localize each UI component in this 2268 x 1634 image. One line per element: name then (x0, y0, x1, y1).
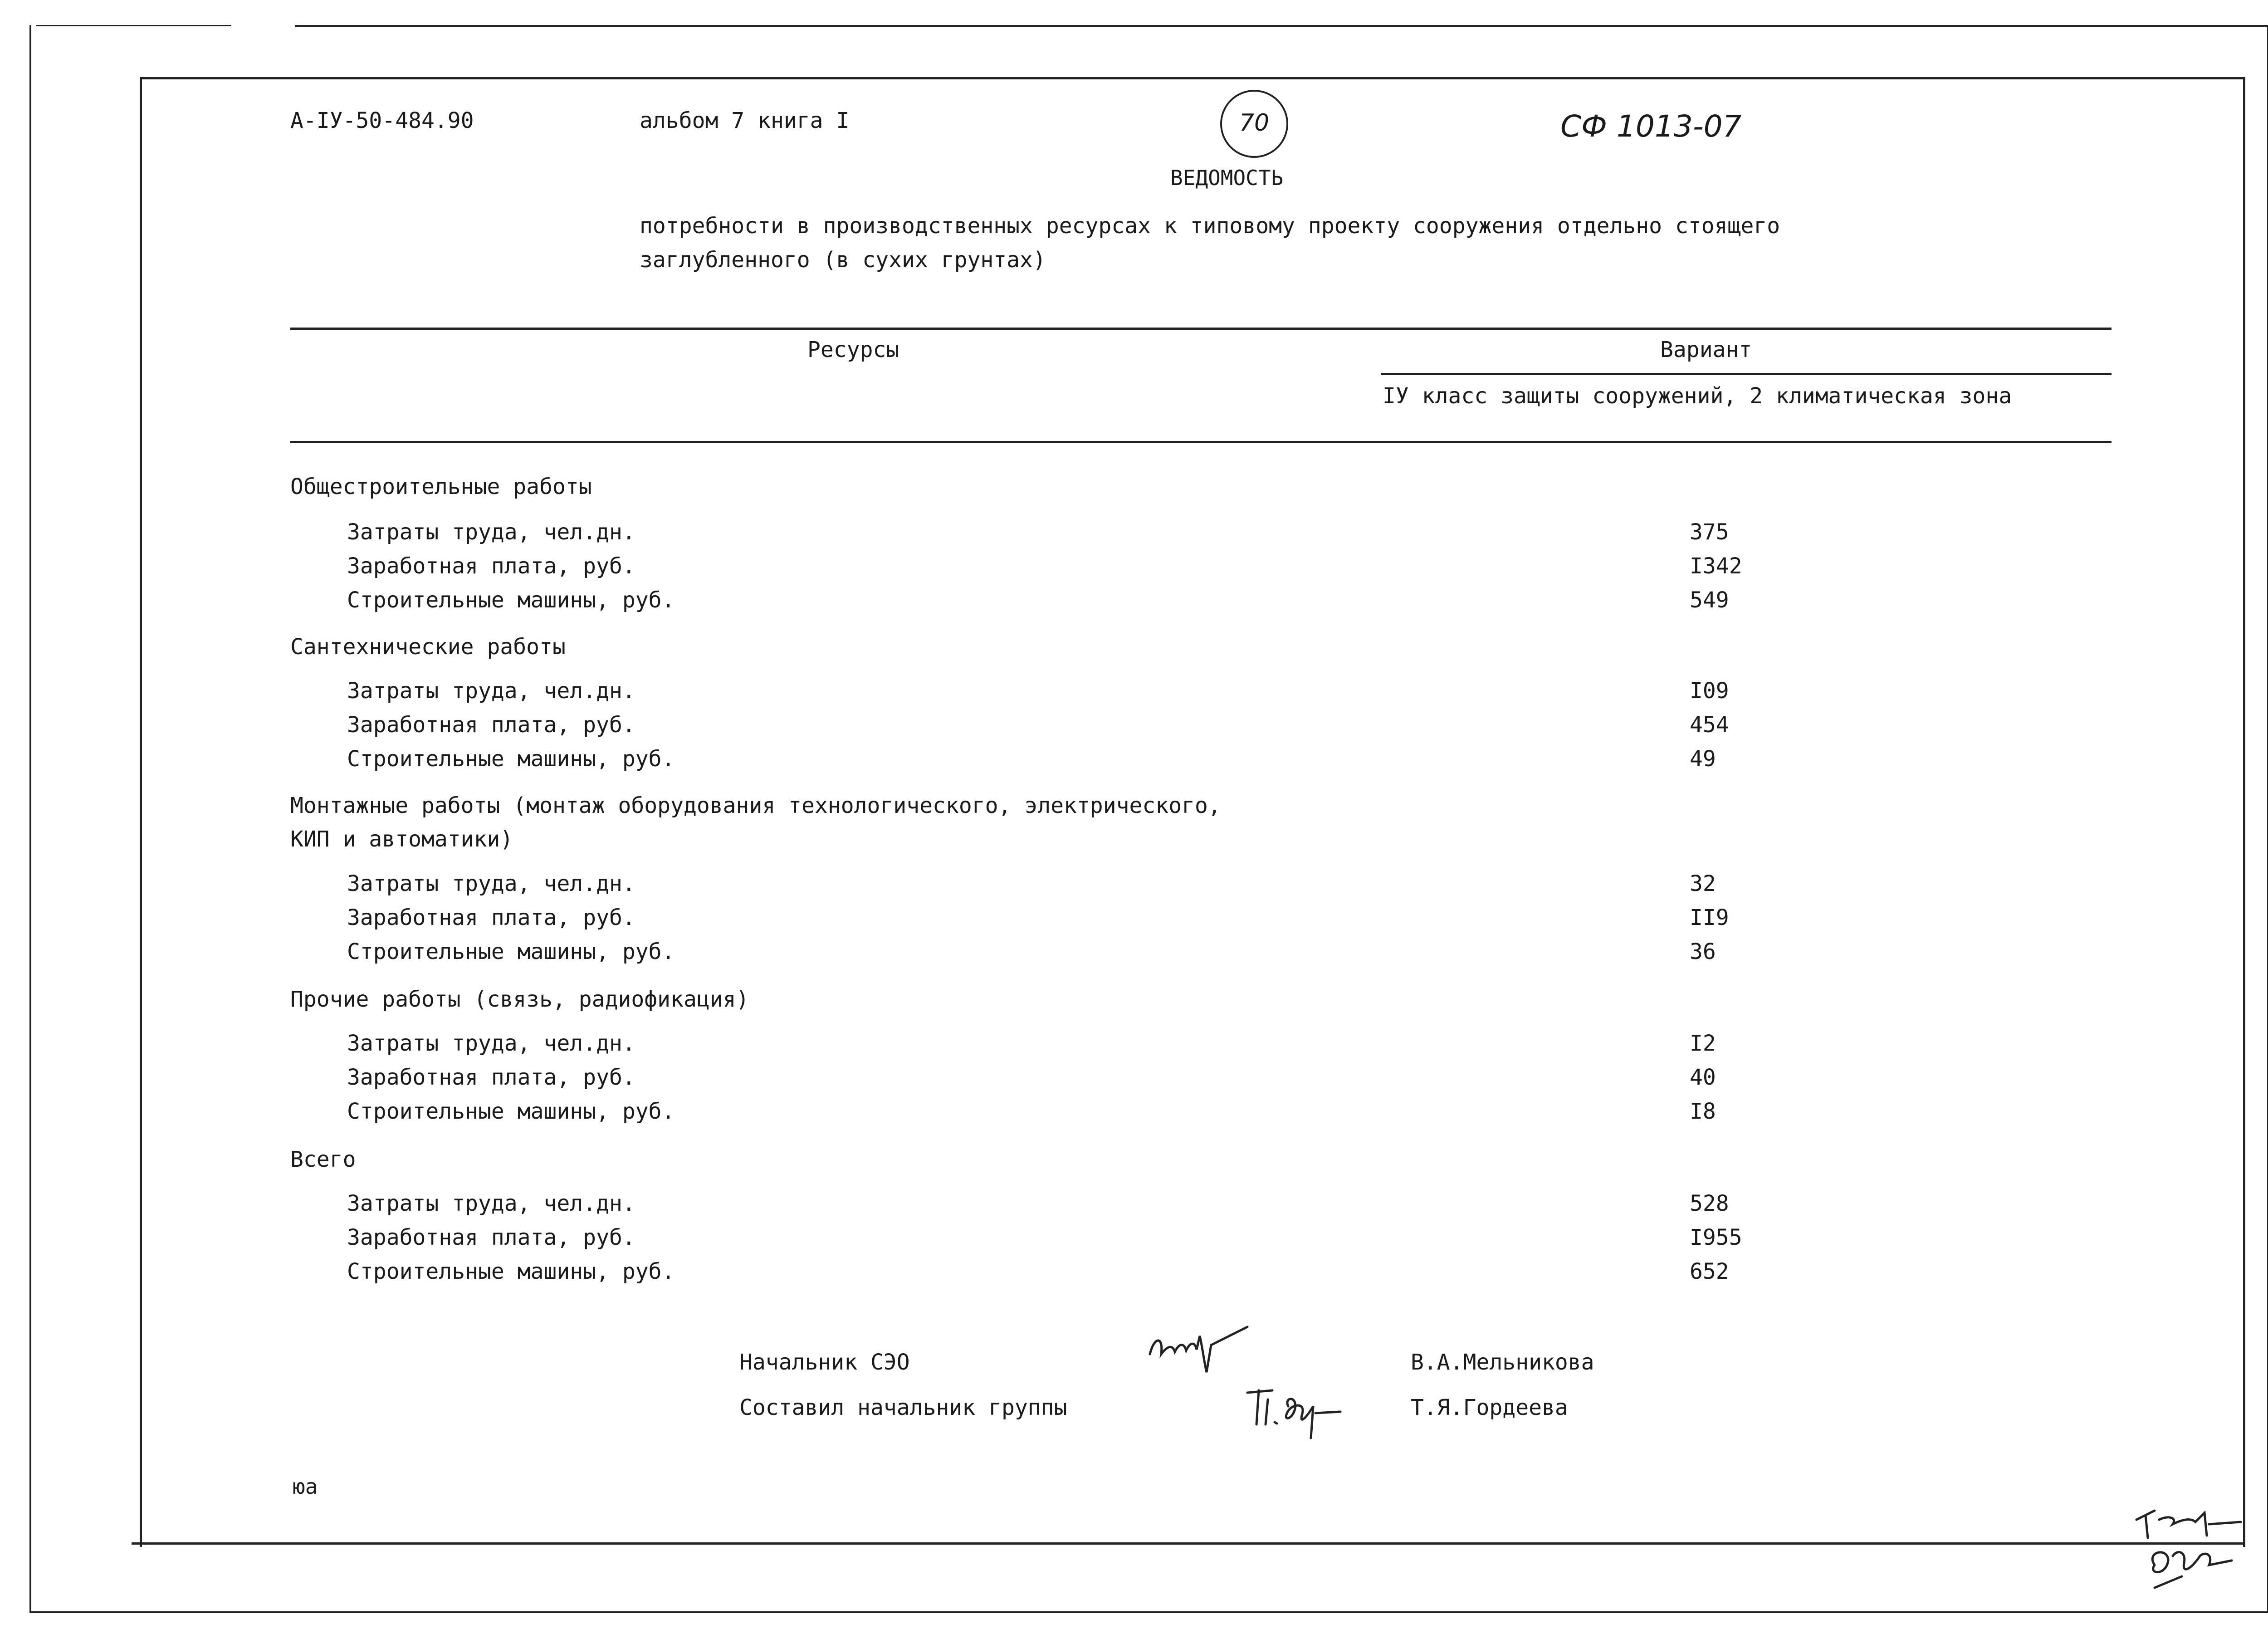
table-row (290, 1031, 1923, 1062)
row-value: 549 (1690, 587, 1729, 613)
row-value: I2 (1690, 1031, 1716, 1056)
row-value: 454 (1690, 712, 1729, 738)
table-row (290, 1225, 1923, 1257)
row-value: 32 (1690, 871, 1716, 896)
row-value: II9 (1690, 905, 1729, 930)
table-row (290, 519, 1923, 551)
row-value: 40 (1690, 1065, 1716, 1090)
row-label: Строительные машины, руб. (347, 587, 675, 613)
row-label: Строительные машины, руб. (347, 1099, 675, 1124)
row-value: I8 (1690, 1099, 1716, 1124)
title-line-2: заглубленного (в сухих грунтах) (640, 247, 1046, 273)
outer-border-bottom (29, 1611, 2268, 1613)
page-number: 70 (1239, 109, 1270, 137)
table-row (290, 587, 1923, 619)
table-row (290, 678, 1923, 710)
frame-left (140, 77, 142, 1547)
document-code: А-IУ-50-484.90 (290, 108, 474, 133)
row-value: I09 (1690, 678, 1729, 704)
row-value: 375 (1690, 519, 1729, 545)
section-title: Сантехнические работы (290, 634, 566, 660)
row-value: 652 (1690, 1259, 1729, 1284)
corner-initials-mark (2127, 1497, 2254, 1610)
row-value: I342 (1690, 553, 1742, 579)
column-subheader-variant: IУ класс защиты сооружений, 2 климатическая зона (1383, 383, 2012, 409)
title-line-1: потребности в производственных ресурсах к типовому проекту сооружения отдельно стоящего (640, 213, 1780, 239)
table-row (290, 1191, 1923, 1223)
signature-role-1: Начальник СЭО (739, 1350, 910, 1375)
row-label: Затраты труда, чел.дн. (347, 678, 635, 704)
footer-mark: юа (293, 1474, 318, 1499)
section-title: Общестроительные работы (290, 474, 592, 499)
frame-right (2243, 77, 2245, 1547)
row-label: Заработная плата, руб. (347, 553, 635, 579)
album-reference: альбом 7 книга I (640, 108, 850, 133)
table-body (290, 0, 1923, 1361)
column-header-variant: Вариант (1660, 337, 1752, 362)
table-row (290, 1099, 1923, 1130)
handwritten-signature-2 (1238, 1375, 1352, 1452)
row-label: Заработная плата, руб. (347, 712, 635, 738)
row-label: Затраты труда, чел.дн. (347, 1191, 635, 1216)
frame-bottom (132, 1542, 2245, 1545)
table-row (290, 939, 1923, 971)
section-title-total: Всего (290, 1147, 356, 1172)
table-row (290, 712, 1923, 744)
document-heading: ВЕДОМОСТЬ (1170, 166, 1284, 190)
section-title-continued: КИП и автоматики) (290, 827, 513, 852)
row-value: I955 (1690, 1225, 1742, 1250)
column-header-resources: Ресурсы (807, 337, 899, 362)
signature-name-1: В.А.Мельникова (1411, 1350, 1594, 1375)
row-label: Затраты труда, чел.дн. (347, 519, 635, 545)
row-label: Строительные машины, руб. (347, 746, 675, 772)
row-value: 49 (1690, 746, 1716, 772)
row-value: 36 (1690, 939, 1716, 964)
section-title: Прочие работы (связь, радиофикация) (290, 987, 749, 1012)
row-value: 528 (1690, 1191, 1729, 1216)
table-row (290, 1065, 1923, 1096)
row-label: Заработная плата, руб. (347, 1225, 635, 1250)
row-label: Строительные машины, руб. (347, 939, 675, 964)
table-row (290, 746, 1923, 778)
row-label: Заработная плата, руб. (347, 1065, 635, 1090)
outer-border-left (29, 25, 31, 1613)
table-row (290, 553, 1923, 585)
signature-role-2: Составил начальник группы (739, 1395, 1067, 1420)
row-label: Строительные машины, руб. (347, 1259, 675, 1284)
row-label: Затраты труда, чел.дн. (347, 871, 635, 896)
table-row (290, 871, 1923, 903)
signature-name-2: Т.Я.Гордеева (1411, 1395, 1568, 1420)
row-label: Затраты труда, чел.дн. (347, 1031, 635, 1056)
outer-border-top-short (36, 25, 231, 26)
table-row (290, 1259, 1923, 1291)
row-label: Заработная плата, руб. (347, 905, 635, 930)
table-row (290, 905, 1923, 937)
stamp-code: СФ 1013-07 (1560, 109, 1742, 144)
section-title: Монтажные работы (монтаж оборудования технологического, электрического, (290, 793, 1221, 818)
